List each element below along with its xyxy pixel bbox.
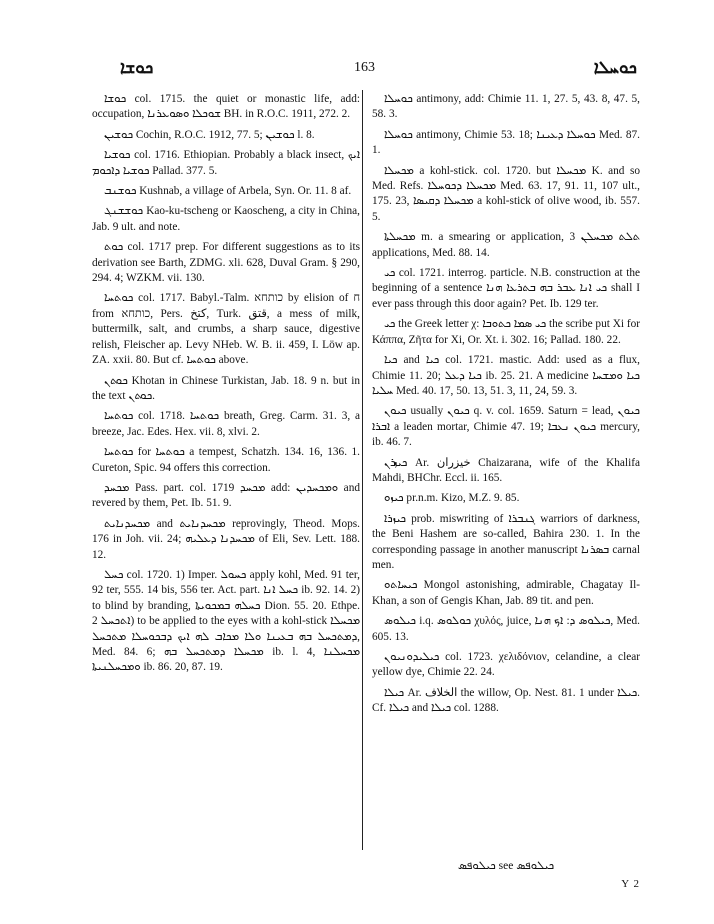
entry: ܟܘܫܢܒ Kushnab, a village of Arbela, Syn. Or. 11. 8 af. [104, 185, 352, 198]
entry: ܡܟܚܠܬܐ m. a smearing or application, ܬܠܬ ܡܟܚܠܢ 3 applications, Med. 88. 14. [372, 231, 640, 259]
entry: ܟܘܫܝܐ col. 1716. Ethiopian. Probably a black insect, ܐܝܟ ܟܘܫܝܐ ܕܐܟܘܡ Pallad. 377. 5. [92, 149, 360, 177]
entry: ܡܟܚܕܢܐܝܬ and ܡܟܚܕܢܐܝܬ reprovingly, Theod. Mops. 176 in Joh. vii. 24; ܡܟܚܕܢܐ ܕܥܠܝܗ of Eli, Sev. Lett. 188. 12. [92, 517, 361, 561]
header-left-word: ܟܘܫܐ [120, 58, 154, 78]
entry: ܡܟܚܕ Pass. part. col. 1719 ܡܟܚܕ add: ܘܡܟܚܕܝܢ and revered by them, Pet. Ib. 51. 9. [92, 481, 360, 510]
entry: ܟܚܠ col. 1720. 1) Imper. ܟܚܘܠ apply kohl, Med. 91 ter, 92 ter, 555. 14 bis, 556 ter. Act. part. ܟܚܠ ܐܢܐ ib. 92. 14. 2) to blind by branding, ܟܚܠܗ ܒܡܟܘܝܬܐ Dion. 55. 20. Ethpe. ܐܬܟܚܠ 2) to be applied to the eyes with a kohl-stick ܡܟܚܠܐ ܕܡܬܟܚܠ ܒܗ ܒܥܝܢܐ ܘܠܐ ܡܟܐܒ ܠܗ ܐܝܟ ܕܒܟܘܚܠܐ ܡܬܟܚܠ, Med. 84. 6; ܡܟܚܠܐ ܕܡܬܟܚܠ ܒܗ ib. l. 4, ܡܟܚܠܢܐ ܘܡܟܚܠܢܝܬܐ ib. 86. 20, 87. 19. [92, 568, 361, 674]
entry: ܟܝܚܐܬܘ Mongol astonishing, admirable, Chagatay Il-Khan, a son of Gengis Khan, Jab. 89 tit. and pen. [372, 579, 640, 607]
entry: ܟܝ the Greek letter χ: ܟܝ ܣܡܐ ܟܬܘܒܐ the scribe put Xi for Κάππα, Ζῆτα for Xi, Or. Xt. i. 302. 16; Pallad. 180. 22. [372, 318, 640, 346]
header-right-word: ܟܘܚܠܐ [593, 58, 637, 78]
entry: ܟܝܙܘ pr.n.m. Kizo, M.Z. 9. 85. [384, 492, 520, 505]
entry: ܟܘܚܠܐ antimony, add: Chimie 11. 1, 27. 5, 43. 8, 47. 5, 58. 3. [372, 93, 640, 121]
entry: ܟܘܬܚܐ for ܟܘܬܚܐ a tempest, Schatzh. 134. 16, 136. 1. Cureton, Spic. 94 offers this correction. [92, 446, 360, 474]
entry: ܟܘܫܫܢܓ Kao-ku-tscheng or Kaoscheng, a city in China, Jab. 9 ult. and note. [92, 205, 360, 233]
see-reference: ܟܝܠܘܦܣ see ܟܝܠܘܦܣ [457, 860, 555, 872]
entry: ܟܘܬܚܐ col. 1717. Babyl.-Talm. כותחא by elision of ח from כותחא, Pers. کتخ, Turk. قتق, a mess of milk, buttermilk, salt, and crumbs, a sharp sauce, digestive relish, Fleischer ap. Levy NHeb. W. B. ii. 459, I. Löw ap. ZA. xxii. 80. But cf. ܟܘܬܚܐ above. [92, 292, 360, 367]
entry: ܟܝܠܘܣ i.q. ܟܘܠܘܣ χυλός, juice, ܟܝܠܘܣ ܕ: ܐܟ ܗܢܐ, Med. 605. 13. [372, 615, 640, 643]
signature-mark: Y 2 [621, 878, 640, 890]
entry: ܡܟܚܠܐ a kohl-stick. col. 1720. but ܡܟܚܠܐ K. and so Med. Refs. ܡܟܚܠܐ ܕܟܘܚܠܐ Med. 63. 17, 91. 11, 107 ult., 175. 23, ܡܟܚܠܐ ܕܩܝܣܐ a kohl-stick of olive wood, ib. 557. 5. [372, 164, 640, 223]
entry: ܟܝܙܪܢ Ar. خيزران Chaizarana, wife of the Khalifa Mahdi, BHChr. Eccl. ii. 165. [372, 456, 640, 484]
entry: ܟܝܘܢ usually ܟܝܘܢ q. v. col. 1659. Saturn = lead, ܟܝܘܢ ܐܒܪܐ a leaden mortar, Chimie 47. 19; ܟܝܘܢ ܢܥܒܐ mercury, ib. 46. 7. [372, 405, 640, 449]
entry: ܟܝܠܝܕܘܢܝܘܢ col. 1723. χελιδόνιον, celandine, a clear yellow dye, Chimie 22. 24. [372, 651, 640, 679]
entry: ܟܘܫܐ col. 1715. the quiet or monastic life, add: occupation, ܫܘܟܠܐ ܘܣܘܥܪܢܐ BH. in R.O.C. 1911, 272. 2. [92, 93, 360, 121]
entry: ܟܘܚܠܐ antimony, Chimie 53. 18; ܟܘܚܠܐ ܕܥܝܢܐ Med. 87. 1. [372, 128, 640, 157]
entry: ܟܝܠܐ Ar. الخلاف the willow, Op. Nest. 81. 1 under ܟܝܠܐ. Cf. ܟܝܠܐ and ܟܝܠܐ col. 1288. [372, 686, 640, 715]
entry: ܟܘܬ col. 1717 prep. For different suggestions as to its derivation see Barth, ZDMG. xli. 628, Duval Gram. § 290, 294. 4; WZKM. vii. 130. [92, 241, 360, 285]
entry: ܟܝ col. 1721. interrog. particle. N.B. construction at the beginning of a sentence ܟܝ ܐܢܐ ܥܒܪ ܒܗ ܒܬܪܥܐ ܗܢܐ shall I ever pass through this door again? Pet. Ib. 129 ter. [372, 267, 641, 310]
entry: ܟܘܬܢ Khotan in Chinese Turkistan, Jab. 18. 9 n. but in the text ܟܘܬܢ. [92, 374, 360, 402]
left-column [92, 92, 360, 681]
right-column [372, 92, 640, 722]
column-divider [362, 90, 363, 850]
page-header [92, 58, 637, 80]
entry: ܟܝܙܪܐ prob. miswriting of ܓܢܒܪܐ warriors of darkness, the Beni Hashem are so-called, Bahira 230. 1. In the corresponding passage in another manuscript ܒܣܪܢܐ carnal men. [372, 512, 640, 571]
page-footer [372, 860, 640, 890]
entry: ܟܘܬܚܐ col. 1718. ܟܘܬܚܐ breath, Greg. Carm. 31. 3, a breeze, Jac. Edes. Hex. vii. 8, xlvi. 2. [92, 410, 360, 438]
page-number: 163 [354, 60, 375, 75]
entry: ܟܘܫܝܢ Cochin, R.O.C. 1912, 77. 5; ܟܘܫܝܢ l. 8. [104, 128, 315, 141]
entry: ܟܝܐ and ܟܝܐ col. 1721. mastic. Add: used as a flux, Chimie 11. 20; ܟܝܐ ܕܥܠ ib. 25. 21. A medicine ܟܝܐ ܘܡܫܚܐ ܚܠܝܐ Med. 40. 17, 50. 13, 51. 3, 11, 24, 59. 3. [372, 354, 640, 397]
